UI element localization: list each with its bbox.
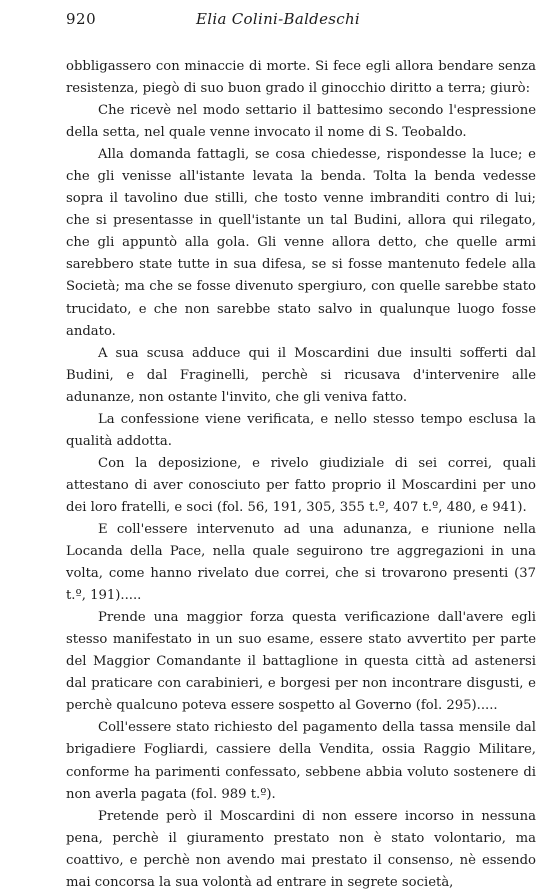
running-title: Elia Colini-Baldeschi xyxy=(196,10,360,28)
paragraph: obbligassero con minaccie di morte. Si fece egli allora bendare senza resistenza, piegò di suo buon grado il ginocchio diritto a terra; giurò: xyxy=(66,59,536,97)
paragraph: A sua scusa adduce qui il Moscardini due insulti sofferti dal Budini, e dal Fraginelli, perchè si ricusava d'intervenire alle adunanze, non ostante l'invito, che gli veniva fatto. xyxy=(66,345,536,405)
paragraph: Alla domanda fattagli, se cosa chiedesse, rispondesse la luce; e che gli venisse all'istante levata la benda. Tolta la benda vedesse sopra il tavolino due stilli, che tosto venne imbranditi contro di lui; che si presentasse in quell'istante un tal Budini, allora qui rilegato, che gli appuntò alla gola. Gli venne allora detto, che quelle armi sarebbero state tutte in sua difesa, se si fosse mantenuto fedele alla Società; ma che se fosse divenuto spergiuro, con quelle sarebbe stato trucidato, e che non sarebbe stato salvo in qualunque luogo fosse andato. xyxy=(66,147,536,339)
paragraph: Che ricevè nel modo settario il battesimo secondo l'espressione della setta, nel quale venne invocato il nome di S. Teobaldo. xyxy=(66,103,536,141)
paragraph: Coll'essere stato richiesto del pagamento della tassa mensile dal brigadiere Fogliardi, cassiere della Vendita, ossia Raggio Militare, conforme ha parimenti confessato, sebbene abbia voluto sostenere di non averla pagata (fol. 989 t.º). xyxy=(66,720,536,802)
paragraph: La confessione viene verificata, e nello stesso tempo esclusa la qualità addotta. xyxy=(66,411,536,449)
paragraph: E coll'essere intervenuto ad una adunanza, e riunione nella Locanda della Pace, nella quale seguirono tre aggregazioni in una volta, come hanno rivelato due correi, che si trovarono presenti (37 t.º, 191)..... xyxy=(66,521,536,604)
body-text xyxy=(66,56,536,894)
page-header xyxy=(66,6,530,32)
page-number: 920 xyxy=(66,10,97,28)
paragraph: Prende una maggior forza questa verificazione dall'avere egli stesso manifestato in un suo esame, essere stato avvertito per parte del Maggior Comandante il battaglione in questa città ad astenersi dal praticare con carabinieri, e borgesi per non incontrare disgusti, e perchè qualcuno poteva essere sospetto al Governo (fol. 295)..... xyxy=(66,610,536,714)
paragraph: Con la deposizione, e rivelo giudiziale di sei correi, quali attestano di aver conosciuto per fatto proprio il Moscardini per uno dei loro fratelli, e soci (fol. 56, 191, 305, 355 t.º, 407 t.º, 480, e 941). xyxy=(66,455,536,515)
paragraph: Pretende però il Moscardini di non essere incorso in nessuna pena, perchè il giuramento prestato non è stato volontario, ma coattivo, e perchè non avendo mai prestato il consenso, nè essendo mai concorsa la sua volontà ad entrare in segrete società, xyxy=(66,808,536,890)
